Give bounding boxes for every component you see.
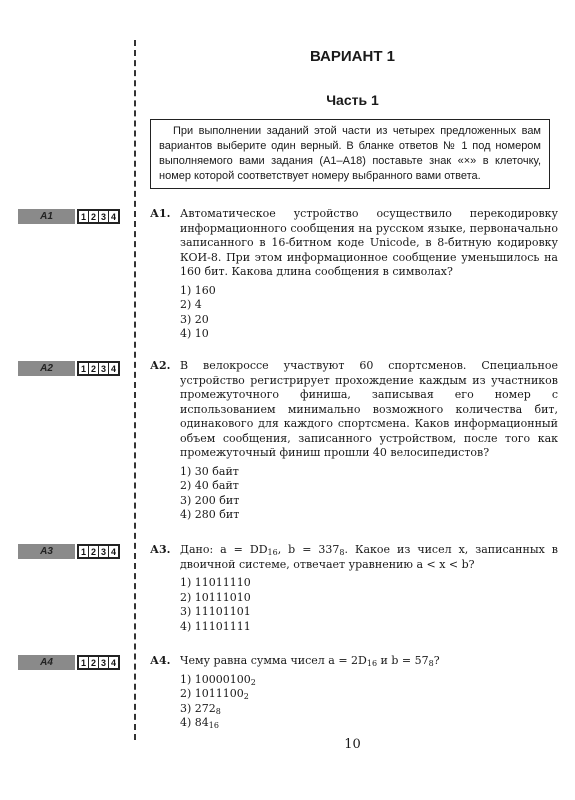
subscript: 8	[339, 548, 345, 557]
answer-box-2: 2	[90, 211, 96, 222]
option: 1) 11011110	[180, 576, 251, 589]
question-number: А1.	[150, 207, 171, 220]
answer-boxes	[77, 361, 120, 376]
page-number: 10	[344, 737, 361, 752]
answer-box-4: 4	[110, 211, 116, 222]
question-text	[180, 543, 558, 572]
answer-box-4: 4	[110, 363, 116, 374]
text-part: Дано: a = DD	[180, 543, 268, 556]
answer-box-3: 3	[100, 211, 106, 222]
option: 3) 20	[180, 312, 209, 326]
question-a3	[150, 543, 558, 634]
answer-tag-a3	[18, 544, 120, 559]
option	[180, 687, 558, 702]
option-text: 1) 10000100	[180, 672, 251, 686]
question-a4	[150, 654, 558, 731]
task-code: A3	[18, 544, 75, 559]
subscript: 8	[428, 659, 434, 668]
answer-box-2: 2	[90, 363, 96, 374]
task-code: A1	[18, 209, 75, 224]
task-code: A4	[18, 655, 75, 670]
answer-box-1: 1	[80, 363, 86, 374]
option	[180, 702, 558, 717]
text-part: Чему равна сумма чисел a = 2D	[180, 654, 367, 667]
option: 2) 10111010	[180, 590, 251, 604]
answer-tag-a4	[18, 655, 120, 670]
option: 2) 4	[180, 298, 202, 311]
answer-box-4: 4	[110, 546, 116, 557]
option: 4) 11101111	[180, 619, 251, 633]
answer-boxes	[77, 544, 120, 559]
dashed-cut-line	[134, 40, 136, 740]
option	[180, 716, 558, 731]
answer-box-4: 4	[110, 657, 116, 668]
subscript: 2	[243, 692, 249, 701]
answer-box-1: 1	[80, 546, 86, 557]
answer-box-3: 3	[100, 363, 106, 374]
subscript: 16	[208, 721, 219, 730]
text-part: ?	[433, 654, 440, 667]
question-number: А4.	[150, 654, 171, 667]
answer-boxes	[77, 209, 120, 224]
option	[180, 673, 558, 688]
answer-box-2: 2	[90, 546, 96, 557]
option: 1) 160	[180, 283, 216, 297]
option-text: 2) 1011100	[180, 687, 244, 700]
option-text: 3) 272	[180, 701, 216, 715]
question-text: В велокроссе участвуют 60 спортсменов. Специальное устройство регистрирует прохождение каждым из участников промежуточного финиша, записывая его номер с использованием минимально возможного количества бит, одинакового для каждого спортсмена. Каков информационный объем сообщения, записанного устройством, после того как промежуточный финиш прошли 40 велосипедистов?	[180, 359, 558, 459]
answer-tag-a1	[18, 209, 120, 224]
question-a2	[150, 359, 558, 523]
option: 4) 280 бит	[180, 508, 240, 521]
option: 4) 10	[180, 327, 209, 340]
question-text	[180, 654, 558, 669]
option: 2) 40 байт	[180, 479, 239, 492]
answer-box-2: 2	[90, 657, 96, 668]
option-text: 4) 84	[180, 716, 209, 729]
options-list	[180, 673, 558, 731]
task-code: A2	[18, 361, 75, 376]
answer-boxes	[77, 655, 120, 670]
options-list	[180, 465, 558, 523]
subscript: 8	[215, 706, 221, 716]
answer-box-1: 1	[80, 211, 86, 222]
question-a1	[150, 207, 558, 342]
options-list	[180, 284, 558, 342]
options-list	[180, 576, 558, 634]
question-number: А3.	[150, 543, 171, 556]
subscript: 16	[366, 659, 378, 668]
answer-box-3: 3	[100, 546, 106, 557]
text-part: , b = 337	[277, 543, 340, 556]
question-number: А2.	[150, 359, 171, 372]
option: 3) 11101101	[180, 605, 251, 618]
option: 3) 200 бит	[180, 493, 240, 507]
text-part: и b = 57	[377, 654, 429, 667]
subscript: 2	[250, 677, 256, 687]
answer-box-3: 3	[100, 657, 106, 668]
text-part: . Какое из чисел x, записанных в двоичной системе, отвечает уравнению a < x < b?	[180, 543, 558, 571]
option: 1) 30 байт	[180, 464, 239, 478]
question-text: Автоматическое устройство осуществило перекодировку информационного сообщения на русском языке, первоначально записанного в 16-битном коде Unicode, в 8-битную кодировку КОИ-8. При этом информационное сообщение уменьшилось на 160 бит. Какова длина сообщения в символах?	[180, 207, 558, 278]
variant-title: ВАРИАНТ 1	[309, 48, 396, 65]
instructions-box: При выполнении заданий этой части из четырех предложенных вам вариантов выберите один верный. В бланке ответов № 1 под номером выполняемого вами задания (А1–А18) поставьте знак «×» в клеточку, номер которой соответствует номеру выбранного вами ответа.	[150, 119, 550, 189]
answer-tag-a2	[18, 361, 120, 376]
part-title: Часть 1	[326, 92, 379, 108]
subscript: 16	[267, 548, 278, 557]
answer-box-1: 1	[80, 657, 86, 668]
